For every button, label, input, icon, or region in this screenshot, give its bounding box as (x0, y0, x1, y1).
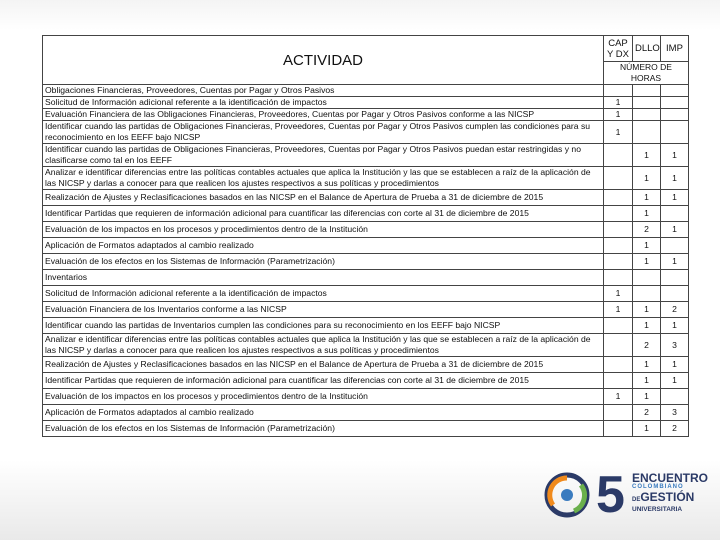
cap-cell (604, 405, 633, 421)
dllo-header: DLLO (633, 36, 661, 62)
imp-cell: 1 (661, 190, 689, 206)
table-row (43, 334, 689, 357)
table-row (43, 318, 689, 334)
activity-cell: Identificar cuando las partidas de Obligaciones Financieras, Proveedores, Cuentas por Pagar y Otros Pasivos cumplen las condiciones para su reconocimiento en los EEFF bajo NICSP (43, 121, 604, 144)
logo-line-colombiano: COLOMBIANO (632, 484, 684, 490)
dllo-cell: 1 (633, 421, 661, 437)
dllo-cell: 1 (633, 167, 661, 190)
activity-cell: Aplicación de Formatos adaptados al cambio realizado (43, 405, 604, 421)
dllo-cell: 1 (633, 357, 661, 373)
actividad-header: ACTIVIDAD (43, 36, 604, 85)
dllo-cell: 1 (633, 318, 661, 334)
cap-cell: 1 (604, 97, 633, 109)
cap-cell: 1 (604, 389, 633, 405)
slide-top-band (0, 0, 720, 30)
cap-cell (604, 254, 633, 270)
logo-line-gestion-word: GESTIÓN (640, 490, 695, 504)
table-row (43, 405, 689, 421)
imp-cell (661, 85, 689, 97)
dllo-cell: 1 (633, 373, 661, 389)
imp-cell (661, 121, 689, 144)
table-row (43, 389, 689, 405)
imp-cell: 3 (661, 334, 689, 357)
logo-wordmark (632, 471, 709, 514)
logo-line-universitaria: UNIVERSITARIA (632, 506, 683, 513)
activity-cell: Realización de Ajustes y Reclasificaciones basados en las NICSP en el Balance de Apertura de Prueba a 31 de diciembre de 2015 (43, 357, 604, 373)
table-row (43, 254, 689, 270)
table-row (43, 85, 689, 97)
cap-cell: 1 (604, 109, 633, 121)
imp-cell: 2 (661, 302, 689, 318)
table-row (43, 167, 689, 190)
cap-cell: 1 (604, 302, 633, 318)
activity-cell: Identificar Partidas que requieren de información adicional para cuantificar las diferencias con corte al 31 de diciembre de 2015 (43, 373, 604, 389)
cap-cell (604, 357, 633, 373)
activity-cell: Evaluación Financiera de las Obligaciones Financieras, Proveedores, Cuentas por Pagar y Otros Pasivos conforme a las NICSP (43, 109, 604, 121)
cap-cell (604, 373, 633, 389)
imp-cell: 1 (661, 222, 689, 238)
dllo-cell: 1 (633, 389, 661, 405)
dllo-cell: 2 (633, 334, 661, 357)
dllo-cell: 1 (633, 302, 661, 318)
dllo-cell (633, 97, 661, 109)
table-row (43, 222, 689, 238)
cap-header: CAP Y DX (604, 36, 633, 62)
table-row (43, 109, 689, 121)
activity-cell: Solicitud de Información adicional referente a la identificación de impactos (43, 286, 604, 302)
dllo-cell (633, 121, 661, 144)
cap-cell (604, 167, 633, 190)
imp-cell: 1 (661, 357, 689, 373)
imp-cell (661, 109, 689, 121)
activity-cell: Identificar cuando las partidas de Inventarios cumplen las condiciones para su reconocimiento en los EEFF bajo NICSP (43, 318, 604, 334)
dllo-cell (633, 109, 661, 121)
imp-cell: 1 (661, 318, 689, 334)
dllo-cell: 1 (633, 190, 661, 206)
dllo-cell (633, 286, 661, 302)
imp-cell: 1 (661, 144, 689, 167)
table-row (43, 206, 689, 222)
imp-cell: 1 (661, 373, 689, 389)
imp-cell: 3 (661, 405, 689, 421)
cap-cell (604, 222, 633, 238)
cap-cell (604, 238, 633, 254)
logo-line-encuentro: ENCUENTRO (632, 471, 709, 485)
dllo-cell: 2 (633, 222, 661, 238)
imp-cell (661, 286, 689, 302)
dllo-cell: 1 (633, 144, 661, 167)
activity-cell: Analizar e identificar diferencias entre las políticas contables actuales que aplica la Institución y las que se establecen a raíz de la aplicación de las NICSP y darlas a conocer para que realicen los ajustes respectivos a sus políticas y procedimientos (43, 167, 604, 190)
table-row (43, 286, 689, 302)
dllo-cell: 1 (633, 206, 661, 222)
imp-cell (661, 206, 689, 222)
table-row (43, 144, 689, 167)
activity-cell: Evaluación de los efectos en los Sistemas de Información (Parametrización) (43, 254, 604, 270)
cap-cell (604, 206, 633, 222)
imp-cell: 1 (661, 254, 689, 270)
event-logo (544, 466, 709, 524)
cap-cell (604, 270, 633, 286)
table-header-row (43, 36, 689, 62)
cap-cell: 1 (604, 121, 633, 144)
table-row (43, 421, 689, 437)
table-row (43, 373, 689, 389)
activity-cell: Realización de Ajustes y Reclasificaciones basados en las NICSP en el Balance de Apertura de Prueba a 31 de diciembre de 2015 (43, 190, 604, 206)
imp-cell: 2 (661, 421, 689, 437)
activity-cell: Analizar e identificar diferencias entre las políticas contables actuales que aplica la Institución y las que se establecen a raíz de la aplicación de las NICSP y darlas a conocer para que realicen los ajustes respectivos a sus políticas y procedimientos (43, 334, 604, 357)
activity-cell: Inventarios (43, 270, 604, 286)
table-row (43, 97, 689, 109)
activity-cell: Evaluación de los efectos en los Sistemas de Información (Parametrización) (43, 421, 604, 437)
table-row (43, 270, 689, 286)
activity-cell: Evaluación de los impactos en los procesos y procedimientos dentro de la Institución (43, 389, 604, 405)
numero-horas-header: NÚMERO DE HORAS (604, 62, 689, 85)
cap-cell (604, 421, 633, 437)
dllo-cell: 2 (633, 405, 661, 421)
activity-cell: Obligaciones Financieras, Proveedores, Cuentas por Pagar y Otros Pasivos (43, 85, 604, 97)
imp-header: IMP (661, 36, 689, 62)
imp-cell (661, 97, 689, 109)
cap-cell: 1 (604, 286, 633, 302)
dllo-cell: 1 (633, 254, 661, 270)
activity-cell: Identificar Partidas que requieren de información adicional para cuantificar las diferencias con corte al 31 de diciembre de 2015 (43, 206, 604, 222)
cap-cell (604, 144, 633, 167)
cap-cell (604, 85, 633, 97)
activity-cell: Identificar cuando las partidas de Obligaciones Financieras, Proveedores, Cuentas por Pagar y Otros Pasivos puedan estar restringidas y no clasificarse como tal en los EEFF (43, 144, 604, 167)
logo-line-gestion (632, 491, 706, 506)
hours-table (42, 35, 689, 437)
cap-cell (604, 190, 633, 206)
dllo-cell (633, 270, 661, 286)
imp-cell (661, 389, 689, 405)
logo-swirl-icon (544, 472, 590, 518)
imp-cell (661, 270, 689, 286)
table-row (43, 121, 689, 144)
dllo-cell: 1 (633, 238, 661, 254)
activity-cell: Evaluación Financiera de los Inventarios conforme a las NICSP (43, 302, 604, 318)
logo-line-de: DE (632, 497, 641, 503)
imp-cell (661, 238, 689, 254)
table-row (43, 238, 689, 254)
activity-cell: Solicitud de Información adicional referente a la identificación de impactos (43, 97, 604, 109)
logo-number: 5 (596, 466, 625, 524)
table-row (43, 190, 689, 206)
activity-cell: Evaluación de los impactos en los procesos y procedimientos dentro de la Institución (43, 222, 604, 238)
activity-cell: Aplicación de Formatos adaptados al cambio realizado (43, 238, 604, 254)
cap-cell (604, 334, 633, 357)
imp-cell: 1 (661, 167, 689, 190)
cap-cell (604, 318, 633, 334)
table-row (43, 302, 689, 318)
table-row (43, 357, 689, 373)
dllo-cell (633, 85, 661, 97)
